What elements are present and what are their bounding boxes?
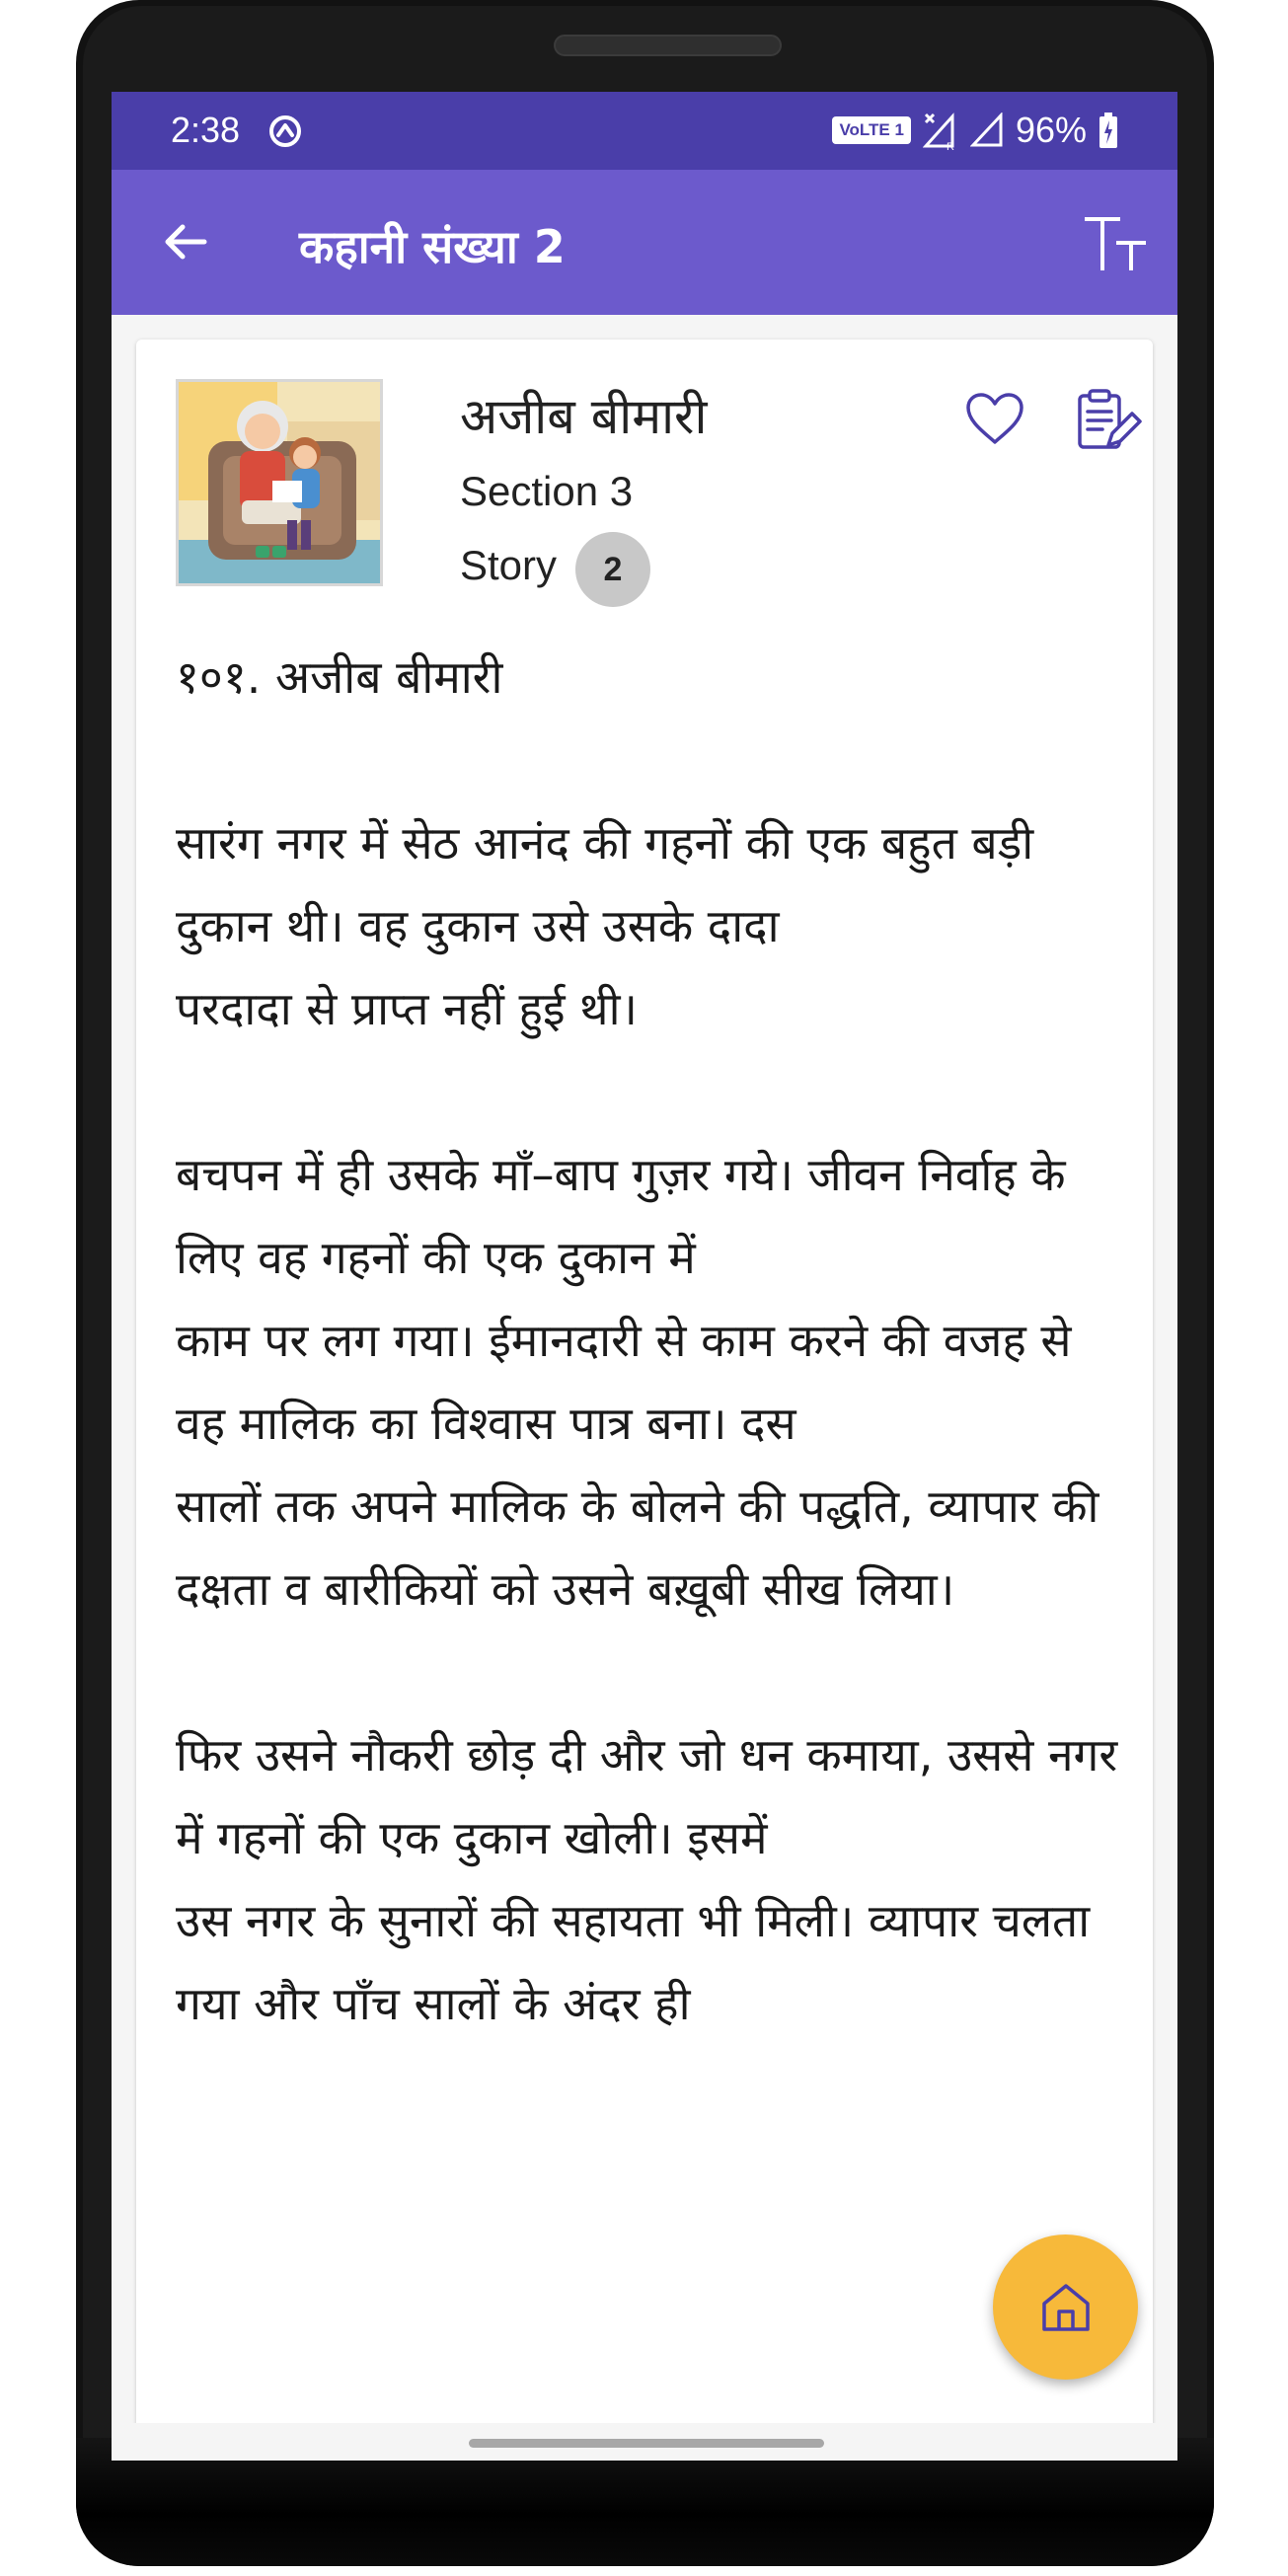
home-icon	[1036, 2278, 1096, 2337]
text-size-icon	[1081, 213, 1152, 276]
volte-badge: VoLTE 1	[832, 116, 911, 144]
story-thumbnail	[176, 379, 383, 586]
page-title: कहानी संख्या 2	[299, 220, 566, 273]
arrow-left-icon	[163, 222, 208, 262]
svg-text:R: R	[946, 141, 954, 150]
earpiece-speaker	[554, 35, 782, 56]
screen	[112, 92, 1177, 2461]
heart-outline-icon	[964, 391, 1025, 446]
story-card	[136, 340, 1153, 2461]
home-button[interactable]	[993, 2235, 1138, 2380]
signal-icon	[970, 113, 1004, 148]
copy-button[interactable]	[1069, 381, 1148, 460]
status-time: 2:38	[171, 110, 241, 150]
status-bar	[112, 92, 1177, 170]
app-notification-icon	[267, 114, 303, 149]
section-label: Section 3	[460, 468, 634, 514]
back-button[interactable]	[151, 207, 220, 276]
text-size-button[interactable]	[1077, 205, 1156, 284]
gesture-nav-bar	[112, 2423, 1177, 2461]
clipboard-edit-icon	[1075, 388, 1142, 453]
status-indicators	[832, 106, 1118, 155]
home-gesture-handle[interactable]	[469, 2439, 824, 2448]
story-title: अजीब बीमारी	[460, 388, 708, 445]
battery-charging-icon	[1099, 112, 1118, 149]
app-bar	[112, 170, 1177, 315]
story-body-text: १०१. अजीब बीमारी सारंग नगर में सेठ आनंद की गहनों की एक बहुत बड़ी दुकान थी। वह दुकान उसे उसके दादा परदादा से प्राप्त नहीं हुई थी। बचपन में ही उसके माँ–बाप गुज़र गये। जीवन निर्वाह के लिए वह गहनों की एक दुकान में काम पर लग गया। ईमानदारी से काम करने की वजह से वह मालिक का विश्वास पात्र बना। दस सालों तक अपने मालिक के बोलने की पद्धति, व्यापार की दक्षता व बारीकियों को उसने बख़ूबी सीख लिया। फिर उसने नौकरी छोड़ दी और जो धन कमाया, उससे नगर में गहनों की एक दुकान खोली। इसमें उस नगर के सुनारों की सहायता भी मिली। व्यापार चलता गया और पाँच सालों के अंदर ही	[176, 650, 1118, 2030]
story-label: Story	[460, 542, 558, 588]
story-number-badge: 2	[575, 532, 650, 607]
favorite-button[interactable]	[960, 384, 1029, 453]
battery-percent: 96%	[1015, 110, 1087, 150]
no-signal-icon	[923, 111, 958, 150]
grandmother-reading-illustration	[179, 382, 380, 583]
